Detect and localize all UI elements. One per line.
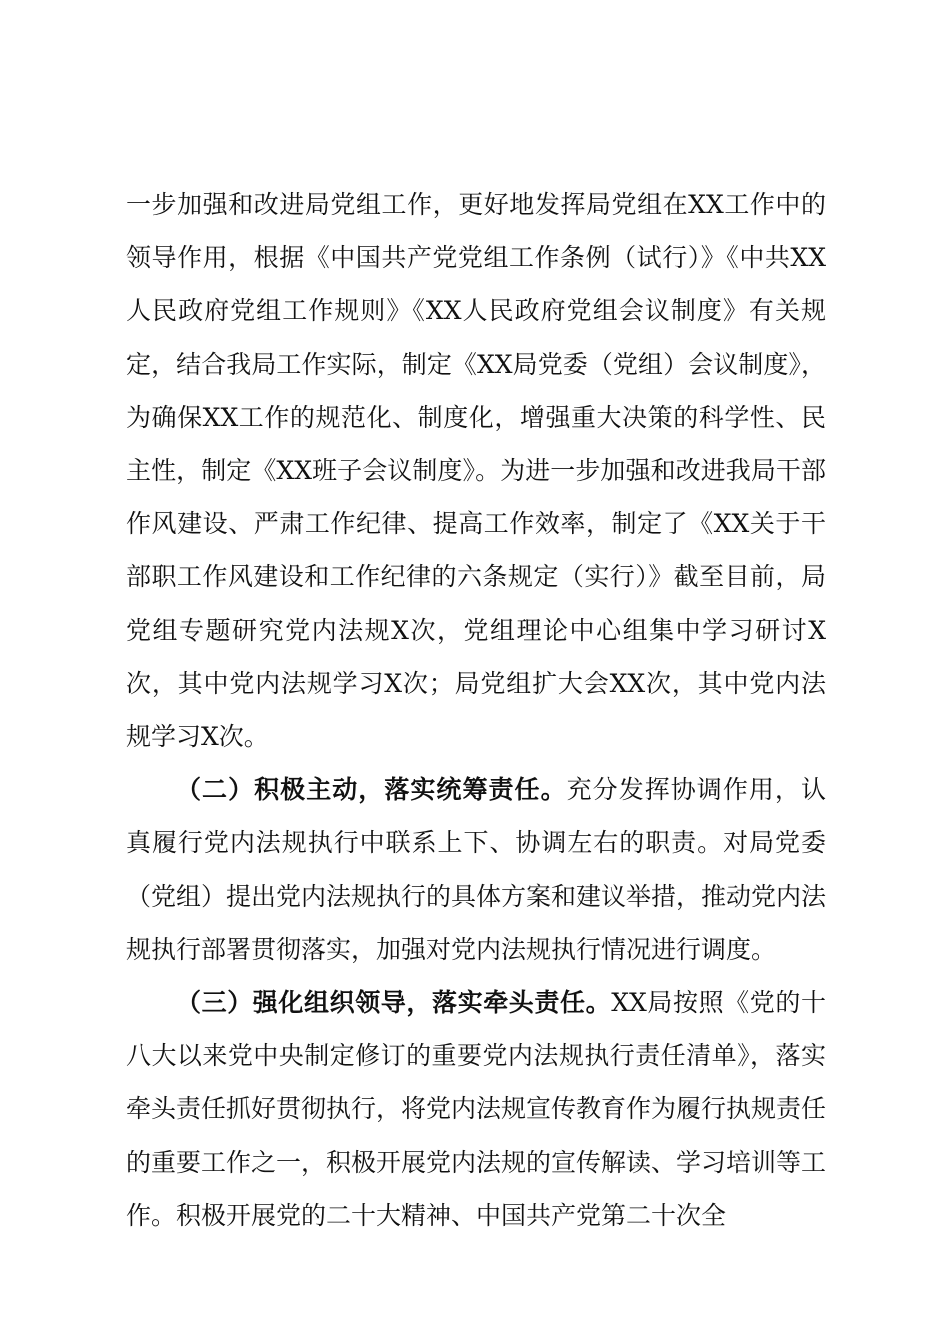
paragraph-2-text: 充分发挥协调作用，认真履行党内法规执行中联系上下、协调左右的职责。对局党委（党组）提出党内法规执行的具体方案和建议举措，推动党内法规执行部署贯彻落实，加强对党内法规执行情况进行调度。	[126, 775, 827, 964]
paragraph-1-text: 一步加强和改进局党组工作，更好地发挥局党组在XX工作中的领导作用，根据《中国共产党党组工作条例（试行）》《中共XX人民政府党组工作规则》《XX人民政府党组会议制度》有关规定，结合我局工作实际，制定《XX局党委（党组）会议制度》，为确保XX工作的规范化、制度化，增强重大决策的科学性、民主性，制定《XX班子会议制度》。为进一步加强和改进我局干部作风建设、严肃工作纪律、提高工作效率，制定了《XX关于干部职工作风建设和工作纪律的六条规定（实行）》截至目前，局党组专题研究党内法规X次，党组理论中心组集中学习研讨X次，其中党内法规学习X次；局党组扩大会XX次，其中党内法规学习X次。	[126, 190, 826, 752]
section-heading-2: （二）积极主动，落实统筹责任。	[176, 775, 567, 805]
paragraph-1	[126, 178, 826, 763]
document-body	[126, 178, 826, 1242]
paragraph-2	[126, 763, 826, 976]
paragraph-3-text: XX局按照《党的十八大以来党中央制定修订的重要党内法规执行责任清单》，落实牵头责任抓好贯彻执行，将党内法规宣传教育作为履行执规责任的重要工作之一，积极开展党内法规的宣传解读、学习培训等工作。积极开展党的二十大精神、中国共产党第二十次全	[126, 988, 827, 1230]
section-heading-3: （三）强化组织领导，落实牵头责任。	[176, 988, 612, 1018]
paragraph-3	[126, 976, 826, 1242]
